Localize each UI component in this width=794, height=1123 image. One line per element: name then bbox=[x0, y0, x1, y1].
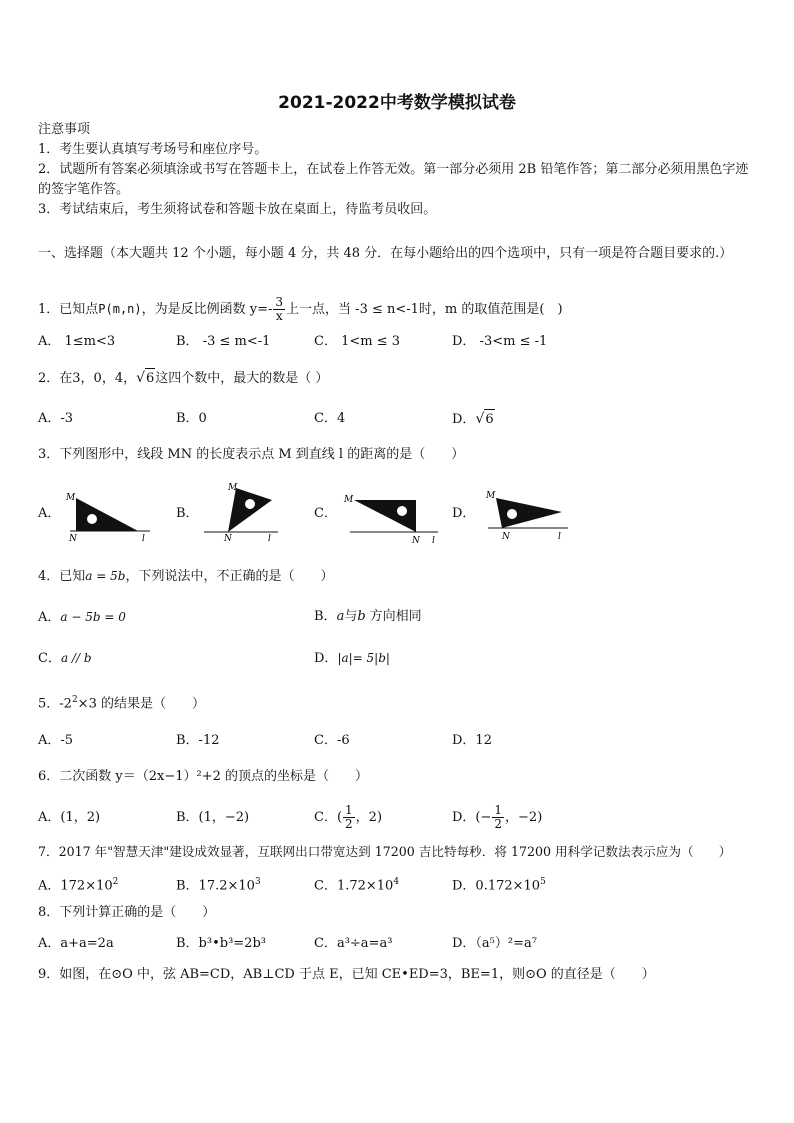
q3-option-d[interactable]: D． bbox=[452, 506, 476, 521]
q1-option-b[interactable]: B． -3 ≤ m<-1 bbox=[176, 334, 271, 349]
q4-option-c[interactable]: C．a // b bbox=[38, 651, 92, 666]
q4-option-d[interactable]: D．|a|= 5|b| bbox=[314, 651, 390, 666]
section-heading: 一、选择题（本大题共 12 个小题，每小题 4 分，共 48 分．在每小题给出的四个选项中，只有一项是符合题目要求的.） bbox=[38, 246, 733, 261]
notice-item-1: 1．考生要认真填写考场号和座位序号。 bbox=[38, 142, 268, 157]
svg-text:l: l bbox=[142, 534, 145, 544]
q2-option-d[interactable]: D．√6 bbox=[452, 409, 495, 430]
q7-option-a[interactable]: A．$172\times 10^2$ bbox=[38, 877, 119, 894]
q1-option-a[interactable]: A． 1≤m<3 bbox=[38, 334, 116, 349]
svg-text:M: M bbox=[228, 483, 238, 493]
notice-heading: 注意事项 bbox=[38, 122, 91, 137]
q4-option-a[interactable]: A．a − 5b = 0 bbox=[38, 610, 126, 625]
q8-option-a[interactable]: A．a+a=2a bbox=[38, 936, 114, 951]
question-6-stem: 6．二次函数 y＝（2x−1）²+2 的顶点的坐标是（ ） bbox=[38, 769, 369, 784]
figure-c bbox=[336, 490, 446, 546]
q8-option-c[interactable]: C．a³÷a=a³ bbox=[314, 936, 393, 951]
q5-option-d[interactable]: D．12 bbox=[452, 733, 492, 748]
svg-text:N: N bbox=[502, 532, 510, 542]
svg-text:M: M bbox=[66, 493, 76, 503]
q3-option-c[interactable]: C． bbox=[314, 506, 337, 521]
question-9-stem: 9．如图，在⊙O 中，弦 AB=CD，AB⊥CD 于点 E，已知 CE•ED=3，BE=1，则⊙O 的直径是（ ） bbox=[38, 967, 655, 982]
svg-text:l: l bbox=[432, 536, 435, 546]
svg-text:N: N bbox=[412, 536, 420, 546]
fraction: $\frac{3}{x}$ bbox=[275, 295, 284, 323]
q1-option-d[interactable]: D． -3<m ≤ -1 bbox=[452, 334, 548, 349]
question-5-stem: 5．$-2^2\times 3$ 的结果是（ ） bbox=[38, 695, 205, 712]
q3-option-a[interactable]: A． bbox=[38, 506, 61, 521]
q6-option-a[interactable]: A．(1，2) bbox=[38, 810, 101, 825]
q2-option-b[interactable]: B．0 bbox=[176, 411, 207, 426]
q6-option-c[interactable]: C．( $\frac{1}{2}$ ，2) bbox=[314, 803, 383, 831]
q2-option-c[interactable]: C．4 bbox=[314, 411, 346, 426]
question-2-stem: 2．在3，0，4，√6这四个数中，最大的数是（ ） bbox=[38, 368, 760, 389]
svg-text:N: N bbox=[69, 534, 77, 544]
question-1-stem: 1．已知点P(m,n)，为是反比例函数 y=- $\frac{3}{x}$ 上一点，当 -3 ≤ n<-1时，m 的取值范围是( ) bbox=[38, 295, 563, 323]
q5-option-b[interactable]: B．-12 bbox=[176, 733, 220, 748]
q7-option-b[interactable]: B．$17.2\times 10^3$ bbox=[176, 877, 261, 894]
question-7-stem: 7．2017 年"智慧天津"建设成效显著，互联网出口带宽达到 17200 吉比特每秒．将 17200 用科学记数法表示应为（ ） bbox=[38, 844, 732, 859]
fraction: $\frac{1}{2}$ bbox=[494, 803, 503, 831]
q8-option-d[interactable]: D．（a⁵）²=a⁷ bbox=[452, 936, 537, 951]
point-label: P(m,n) bbox=[98, 302, 142, 316]
question-4-stem: 4．已知a = 5b，下列说法中，不正确的是（ ） bbox=[38, 569, 334, 584]
figure-d bbox=[476, 486, 576, 544]
q7-option-d[interactable]: D．$0.172\times 10^5$ bbox=[452, 877, 546, 894]
fraction: $\frac{1}{2}$ bbox=[345, 803, 353, 831]
svg-text:M: M bbox=[344, 495, 354, 505]
q2-option-a[interactable]: A．-3 bbox=[38, 411, 74, 426]
question-3-stem: 3．下列图形中，线段 MN 的长度表示点 M 到直线 l 的距离的是（ ） bbox=[38, 447, 465, 462]
notice-item-2: 2．试题所有答案必须填涂或书写在答题卡上，在试卷上作答无效。第一部分必须用 2B 铅笔作答；第二部分必须用黑色字迹的签字笔作答。 bbox=[38, 162, 749, 197]
figure-a bbox=[60, 486, 155, 544]
q8-option-b[interactable]: B．b³•b³=2b³ bbox=[176, 936, 266, 951]
q6-option-b[interactable]: B．(1，−2) bbox=[176, 810, 250, 825]
q5-option-a[interactable]: A．-5 bbox=[38, 733, 74, 748]
vector-equation: a = 5b bbox=[85, 569, 126, 583]
sqrt-sign: √ bbox=[136, 370, 146, 386]
page-title: 2021-2022中考数学模拟试卷 bbox=[278, 93, 516, 113]
svg-text:l: l bbox=[268, 534, 271, 544]
figure-b bbox=[196, 480, 286, 544]
q3-option-b[interactable]: B． bbox=[176, 506, 199, 521]
question-8-stem: 8．下列计算正确的是（ ） bbox=[38, 905, 216, 920]
q4-option-b[interactable]: B．a与b 方向相同 bbox=[314, 609, 422, 624]
q7-option-c[interactable]: C．$1.72\times 10^4$ bbox=[314, 877, 400, 894]
q6-option-d[interactable]: D．(− $\frac{1}{2}$ ，−2) bbox=[452, 803, 543, 831]
q5-option-c[interactable]: C．-6 bbox=[314, 733, 350, 748]
q1-option-c[interactable]: C． 1<m ≤ 3 bbox=[314, 334, 400, 349]
svg-text:l: l bbox=[558, 532, 561, 542]
notice-item-3: 3．考试结束后，考生须将试卷和答题卡放在桌面上，待监考员收回。 bbox=[38, 202, 437, 217]
svg-text:M: M bbox=[486, 491, 496, 501]
svg-text:N: N bbox=[224, 534, 232, 544]
